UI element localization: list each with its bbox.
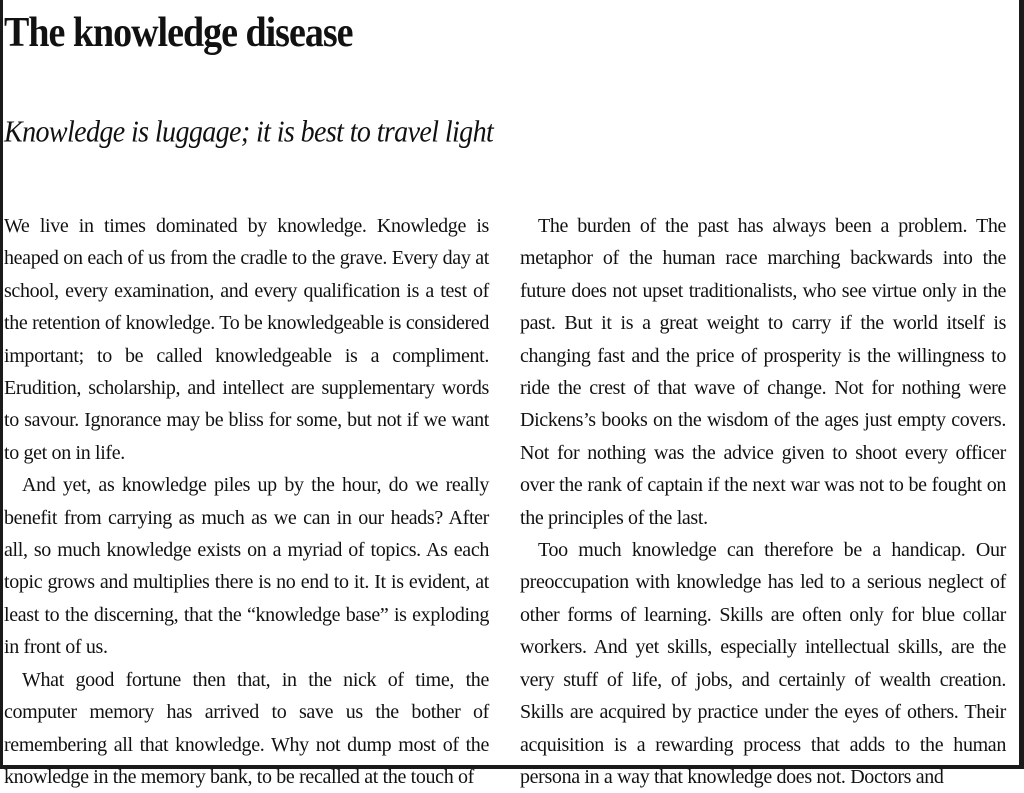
right-page-edge [1019,0,1024,769]
right-paragraph-1: The burden of the past has always been a problem. The metaphor of the human race marching backwards into the future does not upset traditionalists, who see virtue only in the past. But it is a great weight to carry if the world itself is changing fast and the price of prosperity is the willingness to ride the crest of that wave of change. Not for nothing were Dickens’s books on the wisdom of the ages just empty covers. Not for nothing was the advice given to shoot every officer over the rank of captain if the next war was not to be fought on the principles of the last. [520,215,1006,529]
right-paragraph-2: Too much knowledge can therefore be a handicap. Our preoccupation with knowledge has led to a serious neglect of other forms of learning. Skills are often only for blue collar workers. And yet skills, especially intellectual skills, are the very stuff of life, of jobs, and certainly of wealth creation. Skills are acquired by practice under the eyes of others. Their acquisition is a rewarding process that adds to the human persona in a way that knowledge does not. Doctors and [520,539,1006,788]
left-paragraph-2: And yet, as knowledge piles up by the hour, do we really benefit from carrying as much as we can in our heads? After all, so much knowledge exists on a myriad of topics. As each topic grows and multiplies there is no end to it. It is evident, at least to the discerning, that the “knowledge base” is exploding in front of us. [4,474,489,659]
right-text-column [520,210,1006,793]
article-subtitle: Knowledge is luggage; it is best to travel light [4,115,494,150]
article-title: The knowledge disease [4,9,353,57]
left-page-edge [0,0,3,769]
left-paragraph-3: What good fortune then that, in the nick of time, the computer memory has arrived to save us the bother of remembering all that knowledge. Why not dump most of the knowledge in the memory bank, to be recalled at the touch of [4,668,489,788]
left-text-column [4,210,489,793]
left-paragraph-1: We live in times dominated by knowledge. Knowledge is heaped on each of us from the cradle to the grave. Every day at school, every examination, and every qualification is a test of the retention of knowledge. To be knowledgeable is considered important; to be called knowledgeable is a compliment. Erudition, scholarship, and intellect are supplementary words to savour. Ignorance may be bliss for some, but not if we want to get on in life. [4,215,489,464]
